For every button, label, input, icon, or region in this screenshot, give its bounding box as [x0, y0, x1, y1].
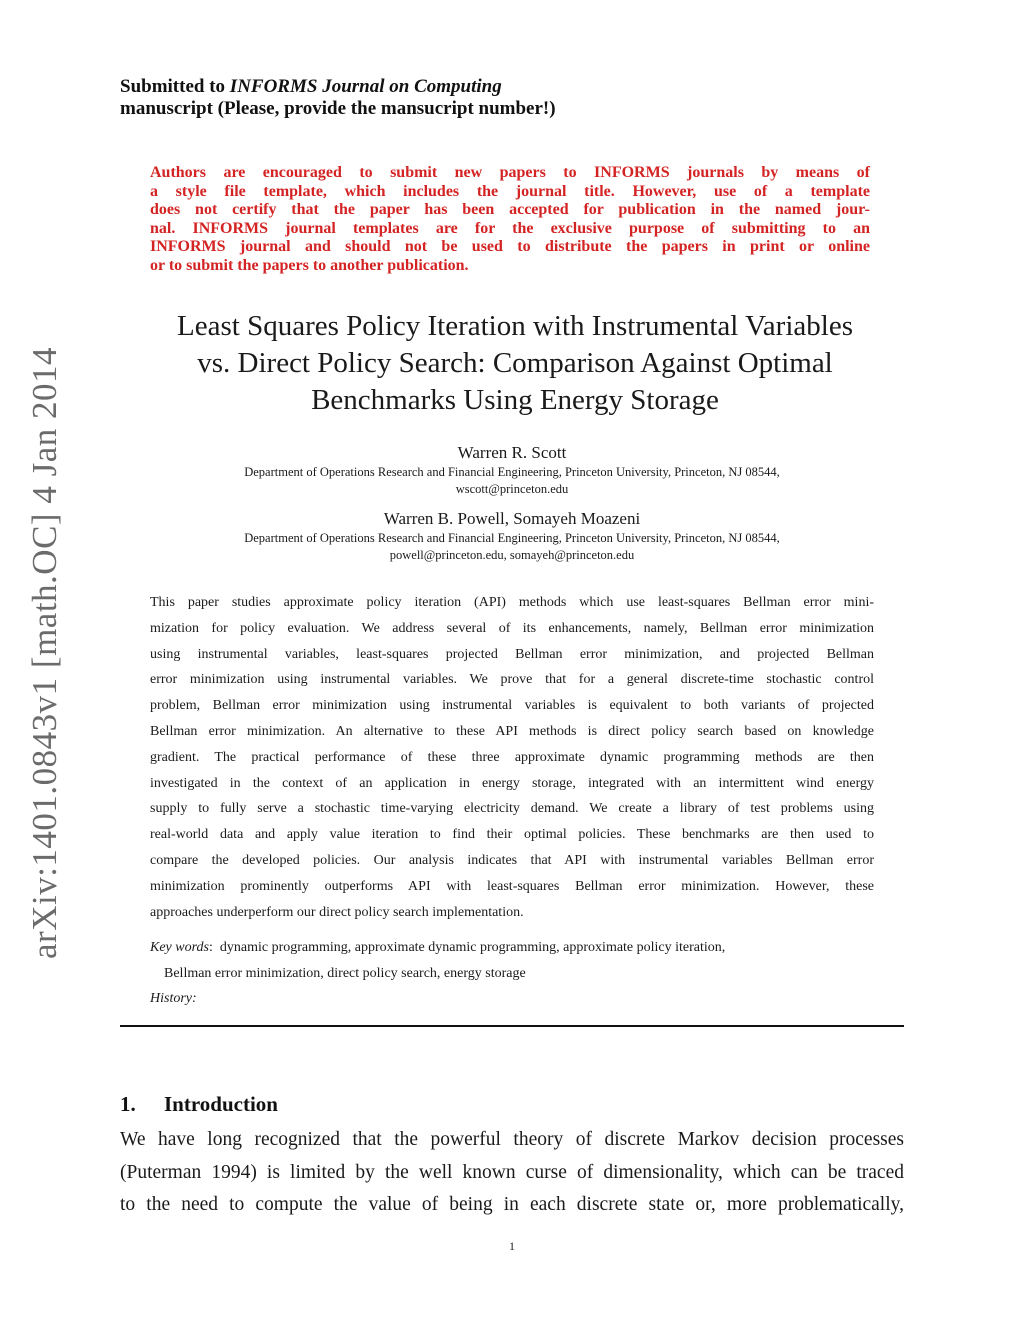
author-name: Warren R. Scott [457, 443, 567, 462]
header-line-1: Submitted to INFORMS Journal on Computing [120, 76, 502, 97]
abstract-line: mization for policy evaluation. We address several of its enhancements, namely, Bellman error minimization [150, 620, 874, 636]
template-notice [150, 164, 870, 275]
journal-header [120, 76, 900, 120]
keywords-line-2: Bellman error minimization, direct policy search, energy storage [164, 965, 526, 981]
abstract-line: Bellman error minimization. An alternative to these API methods is direct policy search based on knowledge [150, 723, 874, 739]
abstract-line: using instrumental variables, least-squares projected Bellman error minimization, and projected Bellman [150, 646, 874, 662]
page-number: 1 [509, 1239, 515, 1253]
abstract-line: real-world data and apply value iteration to find their optimal policies. These benchmarks are then used to [150, 827, 874, 843]
abstract-line: problem, Bellman error minimization using instrumental variables is equivalent to both variants of projected [150, 698, 874, 714]
header-line-2: manuscript (Please, provide the mansucript number!) [120, 98, 556, 119]
abstract [150, 590, 874, 925]
notice-line: does not certify that the paper has been accepted for publication in the named jour- [150, 201, 870, 218]
author-block-2 [120, 508, 904, 564]
abstract-line: compare the developed policies. Our analysis indicates that API with instrumental variables Bellman error [150, 852, 874, 868]
intro-line: (Puterman 1994) is limited by the well known curse of dimensionality, which can be traced [120, 1161, 904, 1183]
keywords-text-1: dynamic programming, approximate dynamic programming, approximate policy iteration, [219, 940, 726, 955]
history-line: History: [150, 991, 197, 1006]
author-name: Warren B. Powell, Somayeh Moazeni [383, 509, 641, 528]
abstract-line: This paper studies approximate policy iteration (API) methods which use least-squares Bellman error mini- [150, 595, 874, 610]
author-block-1 [120, 442, 904, 498]
abstract-line: error minimization using instrumental variables. We prove that for a general discrete-time stochastic control [150, 672, 874, 688]
abstract-line: approaches underperform our direct policy search implementation. [150, 904, 524, 920]
author-affiliation: Department of Operations Research and Financial Engineering, Princeton University, Princeton, NJ 08544, [244, 531, 780, 545]
notice-line: INFORMS journal and should not be used to distribute the papers in print or online [150, 238, 870, 255]
keywords-line-1: Key words: dynamic programming, approximate dynamic programming, approximate policy iteration, [150, 940, 726, 955]
section-heading [120, 1091, 278, 1117]
title-line: Benchmarks Using Energy Storage [311, 384, 719, 416]
arxiv-identifier-stamp [20, 347, 70, 959]
paper-title [120, 308, 910, 419]
author-affiliation: Department of Operations Research and Financial Engineering, Princeton University, Princeton, NJ 08544, [244, 465, 780, 479]
title-line: vs. Direct Policy Search: Comparison Against Optimal [197, 347, 833, 379]
title-line: Least Squares Policy Iteration with Instrumental Variables [177, 310, 853, 342]
notice-line: a style file template, which includes the journal title. However, use of a template [150, 182, 870, 200]
abstract-line: minimization prominently outperforms API with least-squares Bellman error minimization. However, these [150, 878, 874, 894]
intro-line: We have long recognized that the powerful theory of discrete Markov decision processes [120, 1129, 904, 1150]
abstract-line: investigated in the context of an application in energy storage, integrated with an intermittent wind energy [150, 775, 874, 791]
journal-name: INFORMS Journal on Computing [229, 76, 502, 97]
abstract-line: gradient. The practical performance of these three approximate dynamic programming methods are then [150, 749, 874, 765]
introduction-text [120, 1124, 904, 1222]
notice-line: Authors are encouraged to submit new papers to INFORMS journals by means of [150, 164, 870, 181]
notice-line: or to submit the papers to another publication. [150, 256, 469, 274]
history-label: History [150, 991, 192, 1006]
arxiv-stamp-text: arXiv:1401.0843v1 [math.OC] 4 Jan 2014 [25, 347, 65, 959]
author-email: wscott@princeton.edu [455, 482, 569, 496]
abstract-line: supply to fully serve a stochastic time-varying electricity demand. We create a library of test problems using [150, 801, 874, 817]
section-title: Introduction [164, 1092, 278, 1116]
section-number: 1. [120, 1092, 136, 1116]
notice-line: nal. INFORMS journal templates are for the exclusive purpose of submitting to an [150, 219, 870, 237]
intro-line: to the need to compute the value of being in each discrete state or, more problematically, [120, 1194, 904, 1215]
keywords-block [150, 935, 880, 1012]
author-email: powell@princeton.edu, somayeh@princeton.edu [389, 548, 635, 562]
section-divider [120, 1025, 904, 1027]
keywords-label: Key words [150, 940, 209, 955]
